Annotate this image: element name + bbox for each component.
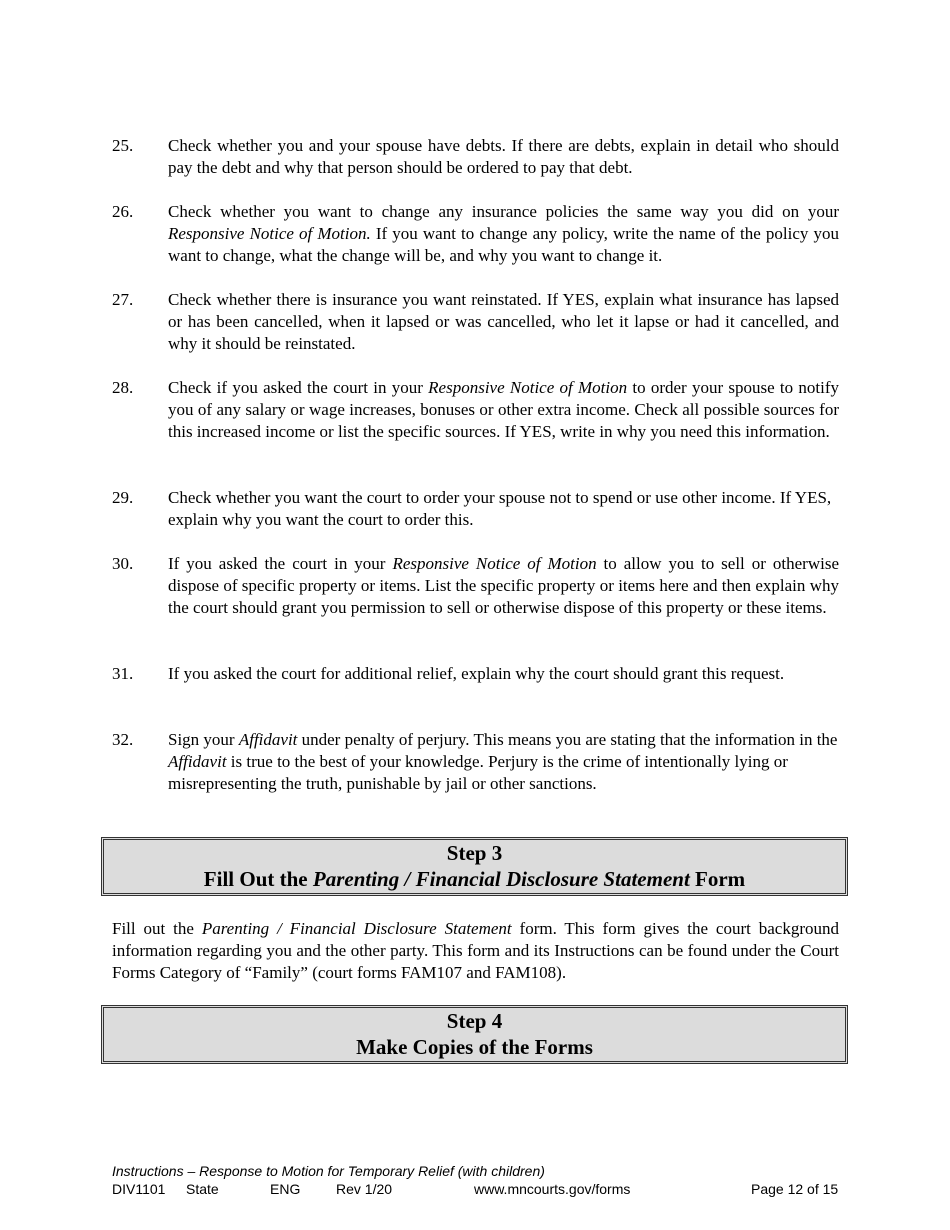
item-27 xyxy=(112,289,839,355)
item-29 xyxy=(112,487,839,531)
footer-revision: Rev 1/20 xyxy=(336,1181,393,1197)
item-30 xyxy=(112,553,839,619)
item-26 xyxy=(112,201,839,267)
footer-jurisdiction: State xyxy=(186,1181,219,1197)
item-text: Check whether you want to change any insurance policies the same way you did on your Responsive Notice of Motion. If you want to change any policy, write the name of the policy you want to change, what the change will be, and why you want to change it. xyxy=(168,202,840,265)
item-32 xyxy=(112,729,839,795)
footer-form-id: DIV1101 xyxy=(112,1181,166,1197)
item-31 xyxy=(112,663,839,685)
item-number: 31. xyxy=(112,664,134,683)
step-3-paragraph: Fill out the Parenting / Financial Disclosure Statement form. This form gives the court background information regarding you and the other party. This form and its Instructions can be found under the Court Forms Category of “Family” (court forms FAM107 and FAM108). xyxy=(112,919,839,982)
item-text: Check if you asked the court in your Responsive Notice of Motion to order your spouse to notify you of any salary or wage increases, bonuses or other extra income. Check all possible sources for this increased income or list the specific sources. If YES, write in why you need this information. xyxy=(168,378,840,441)
item-28 xyxy=(112,377,839,443)
item-number: 27. xyxy=(112,290,134,309)
item-text: Check whether you and your spouse have debts. If there are debts, explain in detail who should pay the debt and why that person should be ordered to pay that debt. xyxy=(168,136,839,177)
footer-language: ENG xyxy=(270,1181,301,1197)
step-4-heading xyxy=(101,1005,848,1064)
item-25 xyxy=(112,135,839,179)
item-text: Check whether there is insurance you want reinstated. If YES, explain what insurance has lapsed or has been cancelled, when it lapsed or was cancelled, who let it lapse or had it cancelled, and why it should be reinstated. xyxy=(168,290,839,353)
step-3-number: Step 3 xyxy=(446,841,503,865)
item-text: Sign your Affidavit under penalty of perjury. This means you are stating that the information in the Affidavit is true to the best of your knowledge. Perjury is the crime of intentionally lying or misrepresenting the truth, punishable by jail or other sanctions. xyxy=(168,730,838,793)
item-text: If you asked the court in your Responsive Notice of Motion to allow you to sell or otherwise dispose of specific property or items. List the specific property or items here and then explain why the court should grant you permission to sell or otherwise dispose of this property or these items. xyxy=(168,554,839,617)
item-text: If you asked the court for additional relief, explain why the court should grant this request. xyxy=(168,664,785,683)
item-number: 28. xyxy=(112,378,134,397)
step-4-number: Step 4 xyxy=(446,1009,503,1033)
step-3-title: Fill Out the Parenting / Financial Disclosure Statement Form xyxy=(203,867,746,891)
item-text: Check whether you want the court to order your spouse not to spend or use other income. If YES, explain why you want the court to order this. xyxy=(168,488,832,529)
item-number: 30. xyxy=(112,554,134,573)
footer-page-number: Page 12 of 15 xyxy=(751,1181,839,1197)
item-number: 29. xyxy=(112,488,134,507)
step-4-title: Make Copies of the Forms xyxy=(356,1035,593,1059)
item-number: 26. xyxy=(112,202,134,221)
step-3-heading xyxy=(101,837,848,896)
footer-website: www.mncourts.gov/forms xyxy=(474,1181,631,1197)
footer-title: Instructions – Response to Motion for Temporary Relief (with children) xyxy=(112,1163,545,1179)
item-number: 25. xyxy=(112,136,134,155)
item-number: 32. xyxy=(112,730,134,749)
